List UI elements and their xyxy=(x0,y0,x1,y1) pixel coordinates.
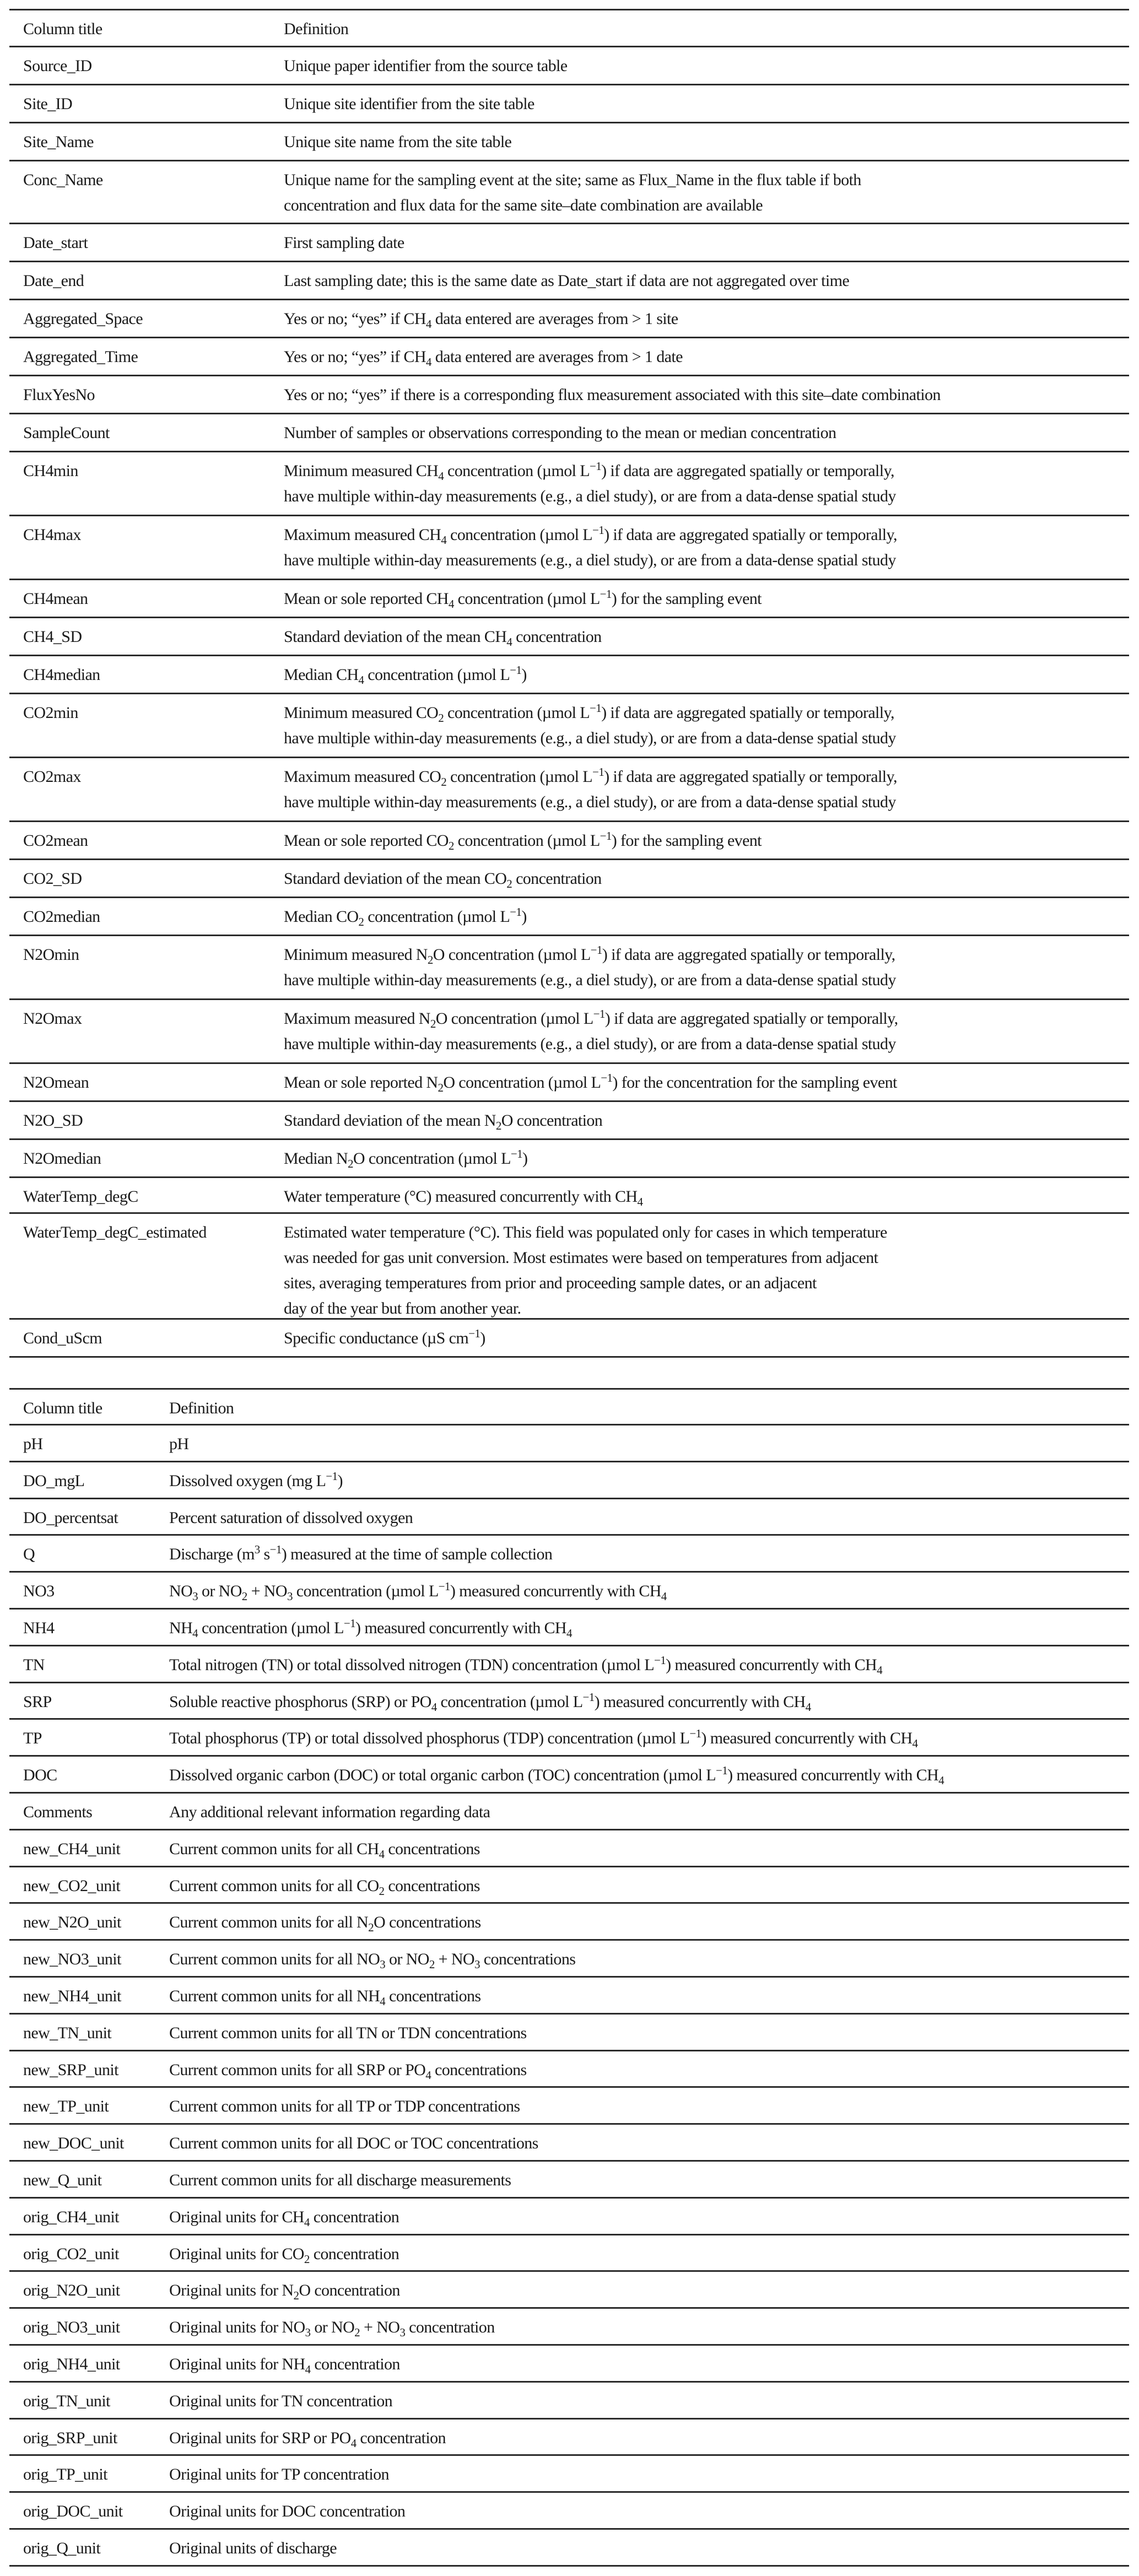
table-row xyxy=(9,758,1129,822)
column-title-cell: orig_SRP_unit xyxy=(23,2428,117,2447)
table-row xyxy=(9,1830,1129,1867)
table-row xyxy=(9,2199,1129,2235)
definition-cell xyxy=(284,1000,898,1057)
definition-line: Current common units for all DOC or TOC concentrations xyxy=(169,2134,538,2153)
table-row xyxy=(9,1904,1129,1941)
column-title-cell: NH4 xyxy=(23,1618,55,1637)
table-row xyxy=(9,1978,1129,2015)
definition-line: Last sampling date; this is the same date as Date_start if data are not aggregated over time xyxy=(284,272,850,290)
table-row xyxy=(9,2272,1129,2309)
column-title-cell: Site_Name xyxy=(23,133,94,151)
table-row xyxy=(9,2125,1129,2162)
column-title-cell: CH4median xyxy=(23,666,100,684)
definition-cell xyxy=(284,516,897,573)
table-row xyxy=(9,2420,1129,2456)
column-title-cell: Cond_uScm xyxy=(23,1329,102,1347)
column-title-cell: Conc_Name xyxy=(23,171,103,189)
table-row xyxy=(9,2051,1129,2088)
table-row xyxy=(9,1683,1129,1720)
definition-cell xyxy=(169,2199,399,2230)
column-title-cell: Aggregated_Space xyxy=(23,310,143,328)
column-title-cell: TP xyxy=(23,1729,42,1748)
table-header-row xyxy=(9,9,1129,47)
definition-line: Minimum measured $N_2O$ concentration (µmol $L^{-1}$) if data are aggregated spatially or temporally, xyxy=(284,943,895,966)
definition-cell xyxy=(284,758,897,815)
definition-line: Current common units for all SRP or $PO_4$ concentrations xyxy=(169,2060,527,2082)
definition-line: Current common units for all $N_2O$ concentrations xyxy=(169,1913,481,1935)
header-definition: Definition xyxy=(169,1399,234,1417)
definition-cell xyxy=(169,2088,520,2119)
table-row xyxy=(9,694,1129,758)
table-row xyxy=(9,2346,1129,2383)
table-row xyxy=(9,618,1129,656)
column-title-cell: orig_CO2_unit xyxy=(23,2244,119,2263)
column-title-cell: N2Omedian xyxy=(23,1149,101,1168)
column-title-cell: Comments xyxy=(23,1802,93,1821)
definition-cell xyxy=(284,123,511,155)
definition-cell xyxy=(284,860,602,892)
table-row xyxy=(9,1425,1129,1462)
column-title-cell: new_TP_unit xyxy=(23,2097,109,2116)
table-row xyxy=(9,2235,1129,2272)
column-title-cell: orig_DOC_unit xyxy=(23,2502,123,2521)
definition-cell xyxy=(169,1610,572,1641)
table-row xyxy=(9,1499,1129,1536)
column-title-cell: SampleCount xyxy=(23,424,110,442)
table-row xyxy=(9,262,1129,300)
definition-cell xyxy=(169,1573,667,1604)
definition-cell xyxy=(169,2420,446,2451)
definition-cell xyxy=(284,161,861,218)
definition-line: Current common units for all $CO_2$ concentrations xyxy=(169,1876,480,1898)
column-title-cell: N2Omin xyxy=(23,946,79,964)
header-column-title: Column title xyxy=(23,20,102,38)
column-title-cell: CH4mean xyxy=(23,590,88,608)
definition-cell xyxy=(169,2162,511,2193)
column-title-cell: WaterTemp_degC xyxy=(23,1187,138,1206)
definition-line: Unique paper identifier from the source table xyxy=(284,57,568,75)
column-definitions-table-1 xyxy=(9,9,1129,1358)
column-title-cell: Q xyxy=(23,1545,35,1564)
definition-line: Median $CO_2$ concentration (µmol $L^{-1}$) xyxy=(284,905,527,928)
definition-line: Original units for $NO_3$ or $NO_2 + NO_3$ concentration xyxy=(169,2318,495,2340)
definition-line: Mean or sole reported $CH_4$ concentration (µmol $L^{-1}$) for the sampling event xyxy=(284,587,762,611)
table-row xyxy=(9,2088,1129,2125)
definition-cell xyxy=(284,580,762,612)
column-title-cell: CO2_SD xyxy=(23,870,82,888)
definition-cell xyxy=(169,2456,389,2487)
definition-line: Unique site identifier from the site table xyxy=(284,95,535,113)
definition-cell xyxy=(284,1140,527,1171)
table-row xyxy=(9,47,1129,85)
definition-line: Discharge ($m^3$ $s^{-1}$) measured at the time of sample collection xyxy=(169,1543,553,1564)
definition-cell xyxy=(169,2530,337,2561)
table-row xyxy=(9,860,1129,898)
definition-cell xyxy=(169,1757,944,1788)
table-row xyxy=(9,936,1129,1000)
definition-line: Original units for $NH_4$ concentration xyxy=(169,2354,400,2376)
definition-cell xyxy=(284,656,527,688)
column-title-cell: orig_TN_unit xyxy=(23,2391,110,2410)
definition-cell xyxy=(284,262,849,294)
column-title-cell: DO_mgL xyxy=(23,1471,85,1490)
definition-cell xyxy=(284,376,941,408)
definition-line: Mean or sole reported $N_2O$ concentration (µmol $L^{-1}$) for the concentration for the sampling event xyxy=(284,1071,897,1094)
table-row xyxy=(9,1867,1129,1904)
definition-line: Original units for DOC concentration xyxy=(169,2502,406,2521)
column-title-cell: N2O_SD xyxy=(23,1111,83,1130)
column-title-cell: new_TN_unit xyxy=(23,2023,112,2042)
definition-cell xyxy=(169,1720,917,1751)
column-title-cell: new_Q_unit xyxy=(23,2170,102,2189)
definition-cell xyxy=(169,1683,811,1715)
definition-line: Standard deviation of the mean $CH_4$ concentration xyxy=(284,628,602,649)
definition-cell xyxy=(284,1102,602,1133)
definition-cell xyxy=(169,1867,480,1899)
column-title-cell: TN xyxy=(23,1655,45,1674)
definition-line: Median $CH_4$ concentration (µmol $L^{-1}$) xyxy=(284,663,527,687)
column-title-cell: Aggregated_Time xyxy=(23,348,138,366)
table-row xyxy=(9,898,1129,936)
table-row xyxy=(9,1462,1129,1499)
definition-line: Standard deviation of the mean $CO_2$ concentration xyxy=(284,870,602,890)
table-row xyxy=(9,2383,1129,2420)
table-row xyxy=(9,1794,1129,1830)
header-column-title: Column title xyxy=(23,1399,102,1417)
definition-line: have multiple within-day measurements (e.g., a diel study), or are from a data-dense spatial study xyxy=(284,1035,896,1053)
definition-line: have multiple within-day measurements (e.g., a diel study), or are from a data-dense spatial study xyxy=(284,971,896,989)
table-row xyxy=(9,1610,1129,1646)
definition-line: have multiple within-day measurements (e.g., a diel study), or are from a data-dense spatial study xyxy=(284,793,896,811)
definition-cell xyxy=(284,1320,485,1351)
column-title-cell: WaterTemp_degC_estimated xyxy=(23,1223,207,1241)
table-row xyxy=(9,452,1129,516)
definition-cell xyxy=(169,1830,480,1862)
definition-cell xyxy=(284,414,836,446)
definition-cell xyxy=(284,224,404,256)
definition-line: Standard deviation of the mean $N_2O$ concentration xyxy=(284,1111,603,1132)
definition-line: Yes or no; “yes” if $CH_4$ data entered are averages from > 1 site xyxy=(284,310,678,331)
table-row xyxy=(9,1573,1129,1610)
definition-line: Current common units for all $NO_3$ or $NO_2 + NO_3$ concentrations xyxy=(169,1950,576,1972)
definition-cell xyxy=(169,2346,400,2377)
definition-cell xyxy=(169,1536,552,1567)
definition-cell xyxy=(284,47,567,79)
column-title-cell: new_DOC_unit xyxy=(23,2134,124,2153)
column-title-cell: new_CO2_unit xyxy=(23,1876,121,1895)
table-row xyxy=(9,822,1129,860)
definition-cell xyxy=(169,1425,188,1457)
definition-line: $NO_3$ or $NO_2 + NO_3$ concentration (µmol $L^{-1}$) measured concurrently with $CH_4$ xyxy=(169,1580,667,1603)
column-title-cell: orig_Q_unit xyxy=(23,2539,101,2557)
definition-cell xyxy=(169,1978,481,2009)
table-row xyxy=(9,1646,1129,1683)
definition-line: Soluble reactive phosphorus (SRP) or $PO_4$ concentration (µmol $L^{-1}$) measured concurrently with $CH_4$ xyxy=(169,1690,811,1714)
table-row xyxy=(9,2309,1129,2346)
header-definition: Definition xyxy=(284,20,349,38)
column-title-cell: DOC xyxy=(23,1766,57,1785)
definition-cell xyxy=(169,1462,343,1494)
definition-cell xyxy=(169,2309,495,2340)
column-title-cell: CH4max xyxy=(23,526,81,544)
definition-line: Current common units for all discharge measurements xyxy=(169,2170,511,2189)
definition-line: Specific conductance (µS $cm^{-1}$) xyxy=(284,1327,485,1347)
column-title-cell: new_CH4_unit xyxy=(23,1839,121,1858)
table-row xyxy=(9,1140,1129,1178)
definition-line: Current common units for all TN or TDN concentrations xyxy=(169,2023,527,2042)
definition-cell xyxy=(169,1904,481,1935)
column-title-cell: new_NH4_unit xyxy=(23,1986,121,2005)
table-row xyxy=(9,161,1129,224)
table-body xyxy=(9,47,1129,1358)
definition-cell xyxy=(169,2051,527,2083)
definition-line: sites, averaging temperatures from prior and proceeding sample dates, or an adjacent xyxy=(284,1274,817,1292)
table-row xyxy=(9,2162,1129,2199)
definition-cell xyxy=(284,618,602,650)
definition-line: Yes or no; “yes” if there is a corresponding flux measurement associated with this site–date combination xyxy=(284,386,941,404)
definition-line: Current common units for all $CH_4$ concentrations xyxy=(169,1839,480,1861)
column-title-cell: orig_N2O_unit xyxy=(23,2281,120,2300)
definition-line: Original units of discharge xyxy=(169,2539,337,2557)
table-row xyxy=(9,1178,1129,1214)
table-row xyxy=(9,1214,1129,1320)
definition-line: $NH_4$ concentration (µmol $L^{-1}$) measured concurrently with $CH_4$ xyxy=(169,1616,572,1640)
definition-line: First sampling date xyxy=(284,234,404,252)
table-row xyxy=(9,1757,1129,1794)
definition-cell xyxy=(169,1941,575,1972)
table-row xyxy=(9,1064,1129,1102)
table-row xyxy=(9,85,1129,123)
definition-line: have multiple within-day measurements (e.g., a diel study), or are from a data-dense spatial study xyxy=(284,729,896,747)
definition-line: pH xyxy=(169,1435,189,1453)
table-row xyxy=(9,2493,1129,2530)
definition-cell xyxy=(284,1214,887,1321)
table-row xyxy=(9,1720,1129,1757)
definition-line: Total phosphorus (TP) or total dissolved phosphorus (TDP) concentration (µmol $L^{-1}$) measured concurrently with $CH_4$ xyxy=(169,1727,918,1751)
column-definitions-table-2 xyxy=(9,1388,1129,2567)
definition-line: Minimum measured $CO_2$ concentration (µmol $L^{-1}$) if data are aggregated spatially or temporally, xyxy=(284,701,894,725)
definition-line: Unique name for the sampling event at the site; same as Flux_Name in the flux table if both xyxy=(284,171,861,189)
definition-cell xyxy=(284,898,527,930)
table-row xyxy=(9,2530,1129,2567)
definition-cell xyxy=(284,452,896,509)
column-title-cell: CH4min xyxy=(23,462,78,480)
column-title-cell: CO2mean xyxy=(23,831,88,850)
column-title-cell: Site_ID xyxy=(23,95,73,113)
column-title-cell: new_N2O_unit xyxy=(23,1913,121,1932)
definition-line: Unique site name from the site table xyxy=(284,133,512,151)
table-row xyxy=(9,1536,1129,1573)
table-row xyxy=(9,1000,1129,1064)
table-header-row xyxy=(9,1388,1129,1425)
definition-line: Yes or no; “yes” if $CH_4$ data entered are averages from > 1 date xyxy=(284,348,683,369)
column-title-cell: SRP xyxy=(23,1692,52,1711)
definition-line: Minimum measured $CH_4$ concentration (µmol $L^{-1}$) if data are aggregated spatially or temporally, xyxy=(284,460,894,483)
definition-line: Water temperature (°C) measured concurrently with $CH_4$ xyxy=(284,1187,643,1208)
definition-line: Current common units for all TP or TDP concentrations xyxy=(169,2097,520,2116)
definition-line: was needed for gas unit conversion. Most estimates were based on temperatures from adjacent xyxy=(284,1249,878,1267)
column-title-cell: FluxYesNo xyxy=(23,386,95,404)
column-title-cell: orig_NH4_unit xyxy=(23,2354,120,2373)
definition-line: day of the year but from another year. xyxy=(284,1299,521,1317)
definition-cell xyxy=(169,2383,392,2414)
table-row xyxy=(9,656,1129,694)
definition-line: Any additional relevant information regarding data xyxy=(169,1802,490,1821)
table-body xyxy=(9,1425,1129,2567)
definition-cell xyxy=(284,338,683,370)
column-title-cell: Date_end xyxy=(23,272,84,290)
definition-cell xyxy=(169,2272,400,2303)
definition-cell xyxy=(169,2015,527,2046)
definition-line: Original units for $CO_2$ concentration xyxy=(169,2244,400,2266)
table-row xyxy=(9,2456,1129,2493)
definition-cell xyxy=(169,1646,882,1678)
table-row xyxy=(9,1102,1129,1140)
definition-cell xyxy=(284,694,896,751)
column-title-cell: DO_percentsat xyxy=(23,1508,118,1527)
table-row xyxy=(9,376,1129,414)
definition-cell xyxy=(169,2235,399,2267)
definition-line: Original units for TP concentration xyxy=(169,2465,389,2484)
column-title-cell: CH4_SD xyxy=(23,628,82,646)
definition-line: Current common units for all $NH_4$ concentrations xyxy=(169,1986,481,2008)
column-title-cell: pH xyxy=(23,1435,43,1453)
table-row xyxy=(9,224,1129,262)
definition-line: concentration and flux data for the same site–date combination are available xyxy=(284,196,763,214)
table-row xyxy=(9,338,1129,376)
definition-line: Original units for SRP or $PO_4$ concentration xyxy=(169,2428,446,2450)
column-title-cell: new_NO3_unit xyxy=(23,1950,121,1969)
definition-line: Original units for TN concentration xyxy=(169,2391,393,2410)
table-row xyxy=(9,414,1129,452)
column-title-cell: CO2max xyxy=(23,768,81,786)
table-row xyxy=(9,300,1129,338)
definition-cell xyxy=(284,1178,643,1209)
definition-line: Maximum measured $CH_4$ concentration (µmol $L^{-1}$) if data are aggregated spatially or temporally, xyxy=(284,523,897,547)
definition-cell xyxy=(284,936,896,993)
definition-line: Dissolved oxygen (mg $L^{-1}$) xyxy=(169,1469,343,1490)
definition-cell xyxy=(169,1794,490,1825)
column-title-cell: orig_TP_unit xyxy=(23,2465,107,2484)
definition-cell xyxy=(169,2493,405,2524)
definition-line: Total nitrogen (TN) or total dissolved nitrogen (TDN) concentration (µmol $L^{-1}$) measured concurrently with $CH_4$ xyxy=(169,1653,882,1677)
definition-line: Maximum measured $CO_2$ concentration (µmol $L^{-1}$) if data are aggregated spatially or temporally, xyxy=(284,765,897,789)
column-title-cell: N2Omax xyxy=(23,1009,82,1028)
definition-line: have multiple within-day measurements (e.g., a diel study), or are from a data-dense spatial study xyxy=(284,551,896,569)
definition-line: Median $N_2O$ concentration (µmol $L^{-1}$) xyxy=(284,1147,528,1170)
column-title-cell: orig_CH4_unit xyxy=(23,2207,119,2226)
column-title-cell: N2Omean xyxy=(23,1073,89,1092)
column-title-cell: NO3 xyxy=(23,1582,55,1601)
table-row xyxy=(9,1320,1129,1358)
table-row xyxy=(9,1941,1129,1978)
column-title-cell: CO2min xyxy=(23,704,78,722)
definition-cell xyxy=(169,2125,538,2156)
column-title-cell: orig_NO3_unit xyxy=(23,2318,120,2337)
column-title-cell: Date_start xyxy=(23,234,88,252)
definition-cell xyxy=(169,1499,413,1531)
definition-line: Estimated water temperature (°C). This field was populated only for cases in which temperature xyxy=(284,1223,887,1241)
definition-cell xyxy=(284,85,535,117)
definition-cell xyxy=(284,822,762,854)
definition-line: Number of samples or observations corresponding to the mean or median concentration xyxy=(284,424,836,442)
definition-line: Original units for $CH_4$ concentration xyxy=(169,2207,400,2229)
table-row xyxy=(9,123,1129,161)
table-row xyxy=(9,580,1129,618)
definition-line: Mean or sole reported $CO_2$ concentration (µmol $L^{-1}$) for the sampling event xyxy=(284,829,762,852)
definition-line: Original units for $N_2O$ concentration xyxy=(169,2281,400,2303)
column-title-cell: new_SRP_unit xyxy=(23,2060,118,2079)
column-title-cell: CO2median xyxy=(23,908,100,926)
definition-cell xyxy=(284,300,678,332)
definition-line: have multiple within-day measurements (e.g., a diel study), or are from a data-dense spatial study xyxy=(284,487,896,505)
definition-line: Maximum measured $N_2O$ concentration (µmol $L^{-1}$) if data are aggregated spatially or temporally, xyxy=(284,1007,898,1030)
column-title-cell: Source_ID xyxy=(23,57,92,75)
table-row xyxy=(9,516,1129,580)
definition-line: Percent saturation of dissolved oxygen xyxy=(169,1508,413,1527)
definition-cell xyxy=(284,1064,897,1095)
table-row xyxy=(9,2015,1129,2051)
definition-line: Dissolved organic carbon (DOC) or total organic carbon (TOC) concentration (µmol $L^{-1}$) measured concurrently with $CH_4$ xyxy=(169,1764,944,1787)
